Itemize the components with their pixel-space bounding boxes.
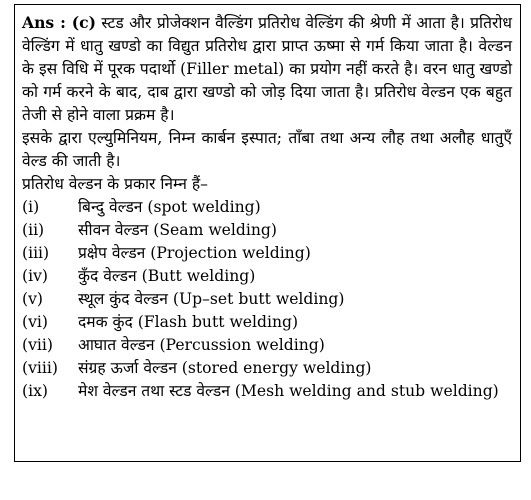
list-item: [22, 334, 512, 357]
list-item: [22, 380, 512, 403]
item-number: (ii): [22, 221, 45, 239]
item-text: आघात वेल्डन (Percussion welding): [78, 336, 325, 354]
item-number: (iv): [22, 267, 48, 285]
list-item: [22, 311, 512, 334]
list-item: [22, 242, 512, 265]
item-number: (vi): [22, 313, 48, 331]
list-item: [22, 265, 512, 288]
item-number: (ix): [22, 382, 48, 400]
types-heading: प्रतिरोध वेल्डन के प्रकार निम्न हैं–: [22, 175, 208, 193]
item-number: (v): [22, 290, 43, 308]
list-item: [22, 288, 512, 311]
list-item: [22, 219, 512, 242]
intro-text: स्टड और प्रोजेक्शन वैल्डिंग प्रतिरोध वेल्डिंग की श्रेणी में आता है। प्रतिरोध वेल्डिंग में धातु खण्डो का विद्युत प्रतिरोध द्वारा प्राप्त ऊष्मा से गर्म किया जाता है। वेल्डन के इस विधि में पूरक पदार्थो (Filler metal) का प्रयोग नहीं करते है। वरन धातु खण्डो को गर्म करने के बाद, दाब द्वारा खण्डो को जोड़ दिया जाता है। प्रतिरोध वेल्डन एक बहुत तेजी से होने वाला प्रक्रम है।: [22, 14, 512, 124]
answer-label: Ans : (c): [22, 13, 96, 32]
item-text: मेश वेल्डन तथा स्टड वेल्डन (Mesh welding and stub welding): [78, 382, 499, 400]
item-number: (iii): [22, 244, 50, 262]
answer-paragraph-intro: [22, 11, 512, 127]
item-number: (viii): [22, 359, 58, 377]
welding-types-list: [22, 196, 512, 403]
item-text: सीवन वेल्डन (Seam welding): [78, 221, 277, 239]
item-text: स्थूल कुंद वेल्डन (Up–set butt welding): [78, 290, 345, 308]
answer-box: [14, 4, 521, 462]
list-item: [22, 196, 512, 219]
item-number: (vii): [22, 336, 53, 354]
answer-paragraph-metals: इसके द्वारा एल्युमिनियम, निम्न कार्बन इस्पात; ताँबा तथा अन्य लौह तथा अलौह धातुएँ वेल्ड की जाती है।: [22, 129, 512, 170]
list-item: [22, 357, 512, 380]
item-text: बिन्दु वेल्डन (spot welding): [78, 198, 261, 216]
item-text: संग्रह ऊर्जा वेल्डन (stored energy welding): [78, 359, 372, 377]
item-number: (i): [22, 198, 40, 216]
item-text: प्रक्षेप वेल्डन (Projection welding): [78, 244, 311, 262]
item-text: कुँद वेल्डन (Butt welding): [78, 267, 256, 285]
item-text: दमक कुंद (Flash butt welding): [78, 313, 299, 331]
